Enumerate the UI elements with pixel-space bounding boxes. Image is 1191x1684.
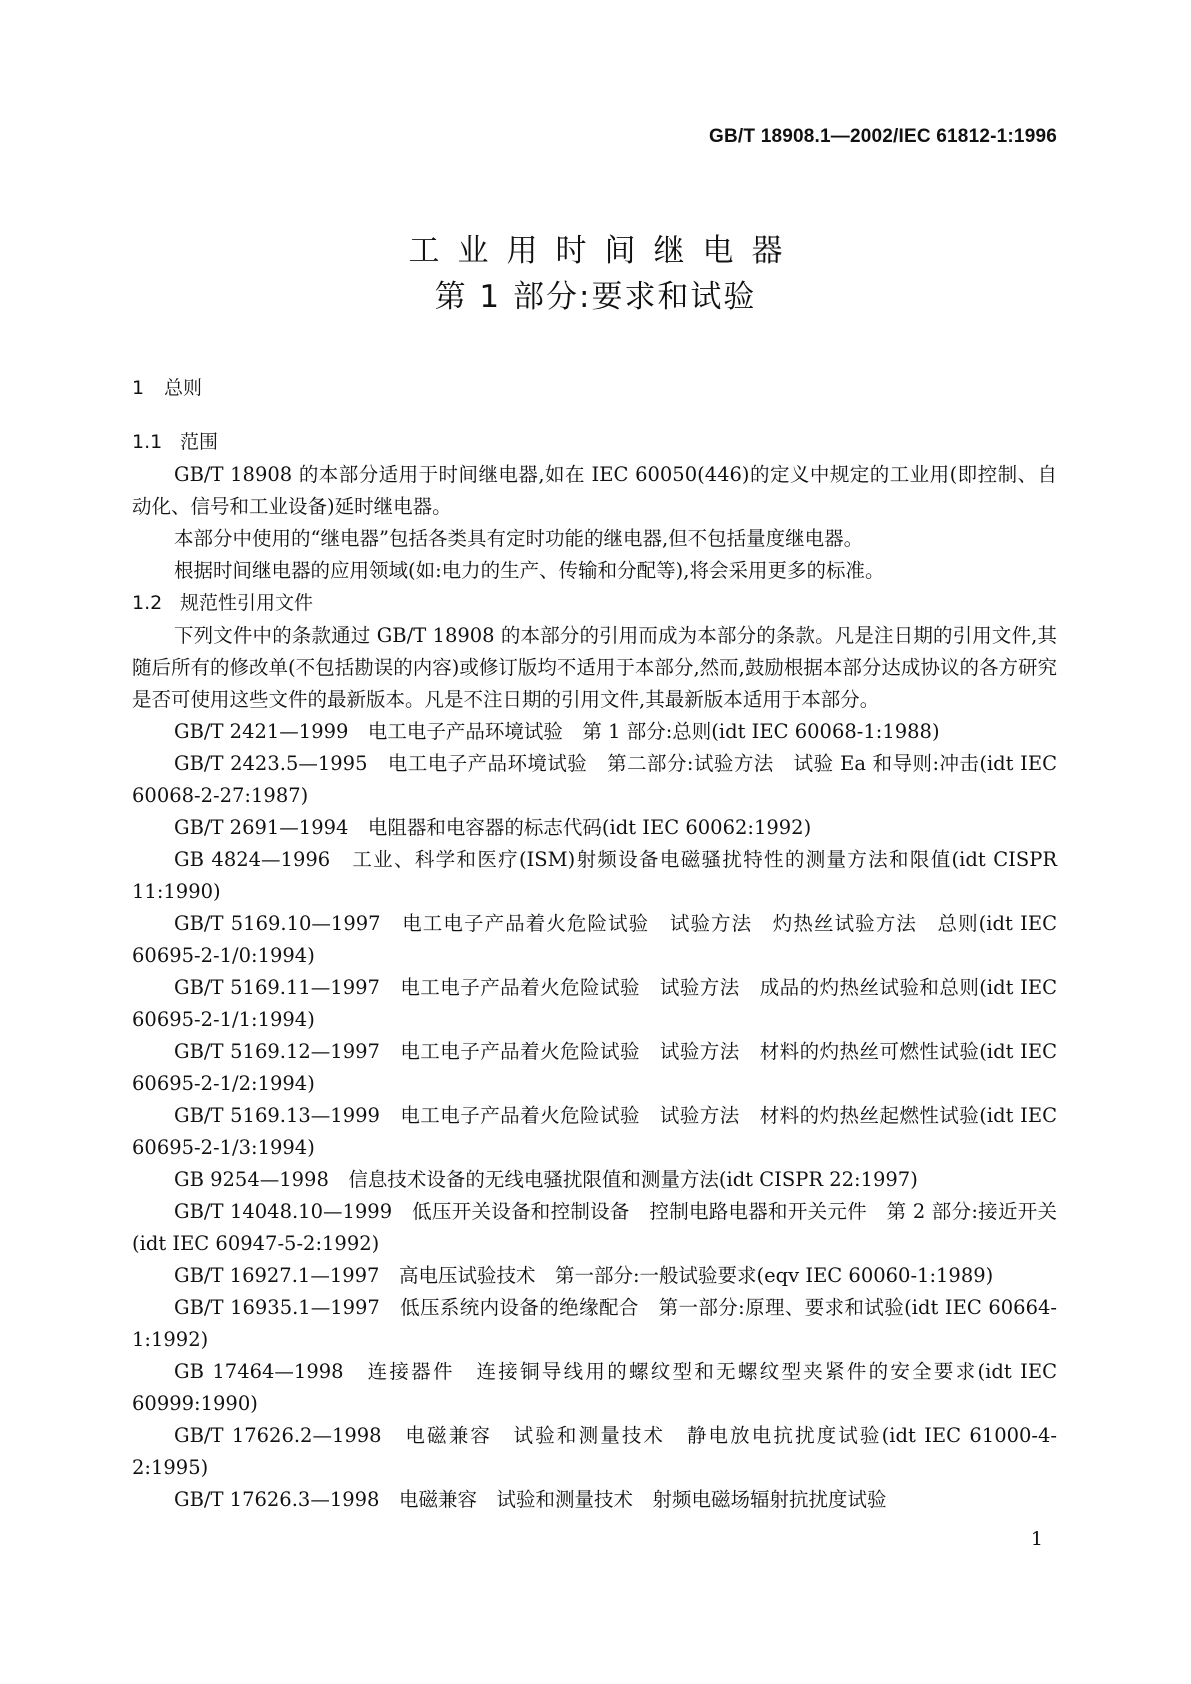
reference-item: GB 17464—1998 连接器件 连接铜导线用的螺纹型和无螺纹型夹紧件的安全要求(idt IEC 60999:1990) bbox=[132, 1360, 1057, 1415]
document-subtitle: 第 1 部分:要求和试验 bbox=[434, 279, 757, 315]
reference-item: GB/T 17626.2—1998 电磁兼容 试验和测量技术 静电放电抗扰度试验(idt IEC 61000-4-2:1995) bbox=[132, 1424, 1057, 1479]
document-title: 工业用时间继电器 bbox=[408, 233, 801, 269]
title-block bbox=[0, 228, 1191, 320]
standard-code: GB/T 18908.1—2002/IEC 61812-1:1996 bbox=[709, 126, 1057, 147]
document-body bbox=[132, 372, 1057, 1516]
reference-item: GB/T 16935.1—1997 低压系统内设备的绝缘配合 第一部分:原理、要求和试验(idt IEC 60664-1:1992) bbox=[132, 1296, 1057, 1351]
section-1-heading bbox=[132, 372, 1057, 404]
reference-item: GB/T 5169.10—1997 电工电子产品着火危险试验 试验方法 灼热丝试验方法 总则(idt IEC 60695-2-1/0:1994) bbox=[132, 912, 1057, 967]
reference-item: GB/T 14048.10—1999 低压开关设备和控制设备 控制电路电器和开关元件 第 2 部分:接近开关(idt IEC 60947-5-2:1992) bbox=[132, 1200, 1057, 1255]
paragraph: 下列文件中的条款通过 GB/T 18908 的本部分的引用而成为本部分的条款。凡是注日期的引用文件,其随后所有的修改单(不包括勘误的内容)或修订版均不适用于本部分,然而,鼓励根据本部分达成协议的各方研究是否可使用这些文件的最新版本。凡是不注日期的引用文件,其最新版本适用于本部分。 bbox=[132, 624, 1057, 711]
section-title: 范围 bbox=[180, 431, 219, 453]
paragraph: 根据时间继电器的应用领域(如:电力的生产、传输和分配等),将会采用更多的标准。 bbox=[174, 559, 885, 582]
reference-item: GB/T 17626.3—1998 电磁兼容 试验和测量技术 射频电磁场辐射抗扰度试验 bbox=[174, 1488, 887, 1511]
reference-item: GB 9254—1998 信息技术设备的无线电骚扰限值和测量方法(idt CISPR 22:1997) bbox=[174, 1168, 918, 1191]
reference-item: GB/T 2691—1994 电阻器和电容器的标志代码(idt IEC 60062:1992) bbox=[174, 816, 812, 839]
reference-item: GB/T 5169.13—1999 电工电子产品着火危险试验 试验方法 材料的灼热丝起燃性试验(idt IEC 60695-2-1/3:1994) bbox=[132, 1104, 1057, 1159]
paragraph: 本部分中使用的“继电器”包括各类具有定时功能的继电器,但不包括量度继电器。 bbox=[174, 527, 864, 550]
reference-item: GB/T 5169.11—1997 电工电子产品着火危险试验 试验方法 成品的灼热丝试验和总则(idt IEC 60695-2-1/1:1994) bbox=[132, 976, 1057, 1031]
reference-item: GB/T 2421—1999 电工电子产品环境试验 第 1 部分:总则(idt IEC 60068-1:1988) bbox=[174, 720, 940, 743]
paragraph: GB/T 18908 的本部分适用于时间继电器,如在 IEC 60050(446)的定义中规定的工业用(即控制、自动化、信号和工业设备)延时继电器。 bbox=[132, 463, 1057, 518]
section-1-2-heading bbox=[132, 587, 1057, 620]
page-number: 1 bbox=[1030, 1528, 1043, 1550]
reference-item: GB/T 2423.5—1995 电工电子产品环境试验 第二部分:试验方法 试验 Ea 和导则:冲击(idt IEC 60068-2-27:1987) bbox=[132, 752, 1057, 807]
reference-item: GB 4824—1996 工业、科学和医疗(ISM)射频设备电磁骚扰特性的测量方法和限值(idt CISPR 11:1990) bbox=[132, 848, 1057, 903]
section-title: 规范性引用文件 bbox=[180, 592, 314, 614]
section-1-1-heading bbox=[132, 426, 1057, 459]
reference-item: GB/T 5169.12—1997 电工电子产品着火危险试验 试验方法 材料的灼热丝可燃性试验(idt IEC 60695-2-1/2:1994) bbox=[132, 1040, 1057, 1095]
section-number: 1.1 bbox=[132, 431, 163, 453]
section-number: 1.2 bbox=[132, 592, 163, 614]
section-number: 1 bbox=[132, 377, 145, 399]
reference-item: GB/T 16927.1—1997 高电压试验技术 第一部分:一般试验要求(eqv IEC 60060-1:1989) bbox=[174, 1264, 994, 1287]
section-title: 总则 bbox=[164, 377, 203, 399]
